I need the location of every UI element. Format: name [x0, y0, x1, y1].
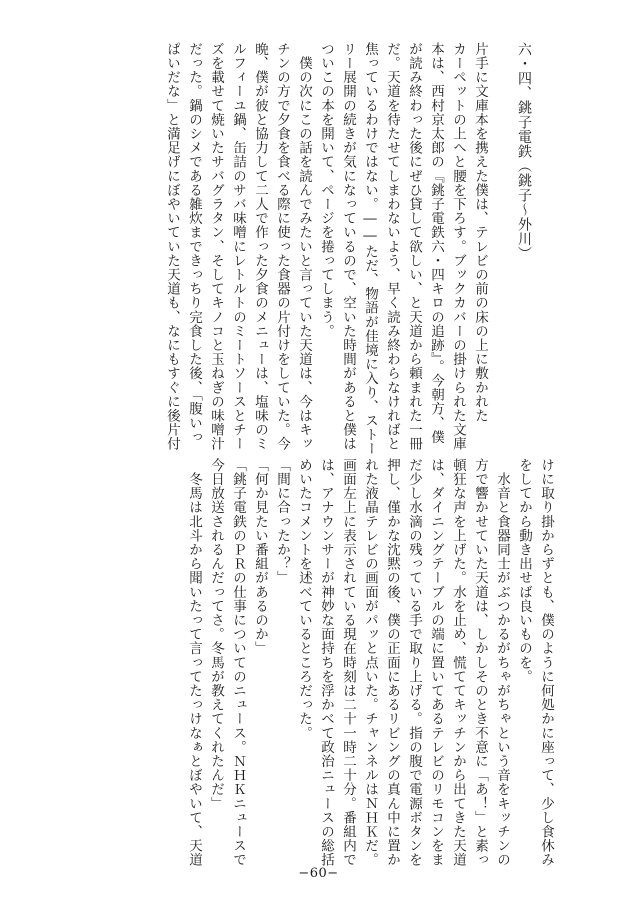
text-line: ルフィーユ鍋、缶詰のサバ味噌にレトルトのミートソースとチー — [230, 42, 246, 451]
text-line: だった。鍋のシメである雑炊まできっちり完食した後、「腹いっ — [186, 42, 202, 445]
text-line: は、アナウンサーが神妙な面持ちを浮かべて政治ニュースの総括 — [318, 458, 334, 867]
upper-text-block — [161, 42, 557, 456]
dialogue-line: 「銚子電鉄のＰＲの仕事についてのニュース。ＮＨＫニュースで — [230, 458, 246, 867]
text-line: は、ダイニングテーブルの端に置いてあるテレビのリモコンをま — [428, 458, 444, 867]
text-line: 頓狂な声を上げた。水を止め、慌ててキッチンから出てきた天道 — [450, 458, 466, 867]
page-number: −60− — [298, 866, 339, 881]
lower-text-block — [183, 458, 557, 867]
title-spacer — [535, 42, 557, 437]
text-line: だ。天道を待たせてしまわないよう、早く読み終わらなければと — [384, 42, 400, 451]
section-title: 六・四、銚子電鉄（銚子〜外川） — [516, 42, 532, 261]
text-line: リー展開の続きが気になっているので、空いた時間があると僕は — [340, 42, 356, 451]
dialogue-line: 今日放送されるんだってさ。冬馬が教えてくれたんだ」 — [208, 458, 224, 811]
text-line: 押し、僅かな沈黙の後、僕の正面にあるリビングの真ん中に置か — [384, 458, 400, 867]
text-line: 片手に文庫本を携えた僕は、テレビの前の床の上に敷かれた — [472, 42, 488, 423]
text-line: 僕の次にこの話を読んでみたいと言っていた天道は、今はキッ — [296, 42, 312, 451]
text-line: だ少し水滴の残っている手で取り上げる。指の腹で電源ボタンを — [406, 458, 422, 867]
text-line: めいたコメントを述べているところだった。 — [296, 458, 312, 740]
text-line: カーペットの上へと腰を下ろす。ブックカバーの掛けられた文庫 — [450, 42, 466, 451]
title-spacer — [491, 42, 513, 437]
dialogue-line: 「間に合ったか？」 — [274, 458, 290, 585]
text-line: 焦っているわけではない。――ただ、物語が佳境に入り、ストー — [362, 42, 378, 456]
text-line: ついこの本を開いて、ページを捲ってしまう。 — [318, 42, 334, 339]
dialogue-line: 「何か見たい番組があるのか」 — [252, 458, 268, 656]
text-line: れた液晶テレビの画面がパッと点いた。チャンネルはＮＨＫだ。 — [362, 458, 378, 867]
text-line: 冬馬は北斗から聞いたって言ってたっけなぁとぼやいて、天道 — [186, 458, 202, 867]
text-line: 水音と食器同士がぶつかるがちゃがちゃという音をキッチンの — [494, 458, 510, 867]
text-line: チンの方で夕食を食べる際に使った食器の片付けをしていた。今 — [274, 42, 290, 451]
text-line: 晩、僕が彼と協力して二人で作った夕食のメニューは、塩味のミ — [252, 42, 268, 451]
text-line: 方で響かせていた天道は、しかしそのとき不意に「あ！」と素っ — [472, 458, 488, 867]
text-line: をしてから動き出せば良いものを。 — [516, 458, 532, 684]
text-line: 画面左上に表示されている現在時刻は二十一時二十分。番組内で — [340, 458, 356, 867]
text-line: が読み終わった後にぜひ貸して欲しい、と天道から頼まれた一冊 — [406, 42, 422, 451]
text-line: 本は、西村京太郎の『銚子電鉄六・四キロの追跡』。今朝方、僕 — [428, 42, 444, 445]
text-line: ズを載せて焼いたサバグラタン、そしてキノコと玉ねぎの味噌汁 — [208, 42, 224, 451]
text-line: けに取り掛からずとも、僕のように何処かに座って、少し食休み — [538, 458, 554, 867]
text-line: ぱいだな」と満足げにぼやいていた天道も、なにもすぐに後片付 — [164, 42, 180, 451]
